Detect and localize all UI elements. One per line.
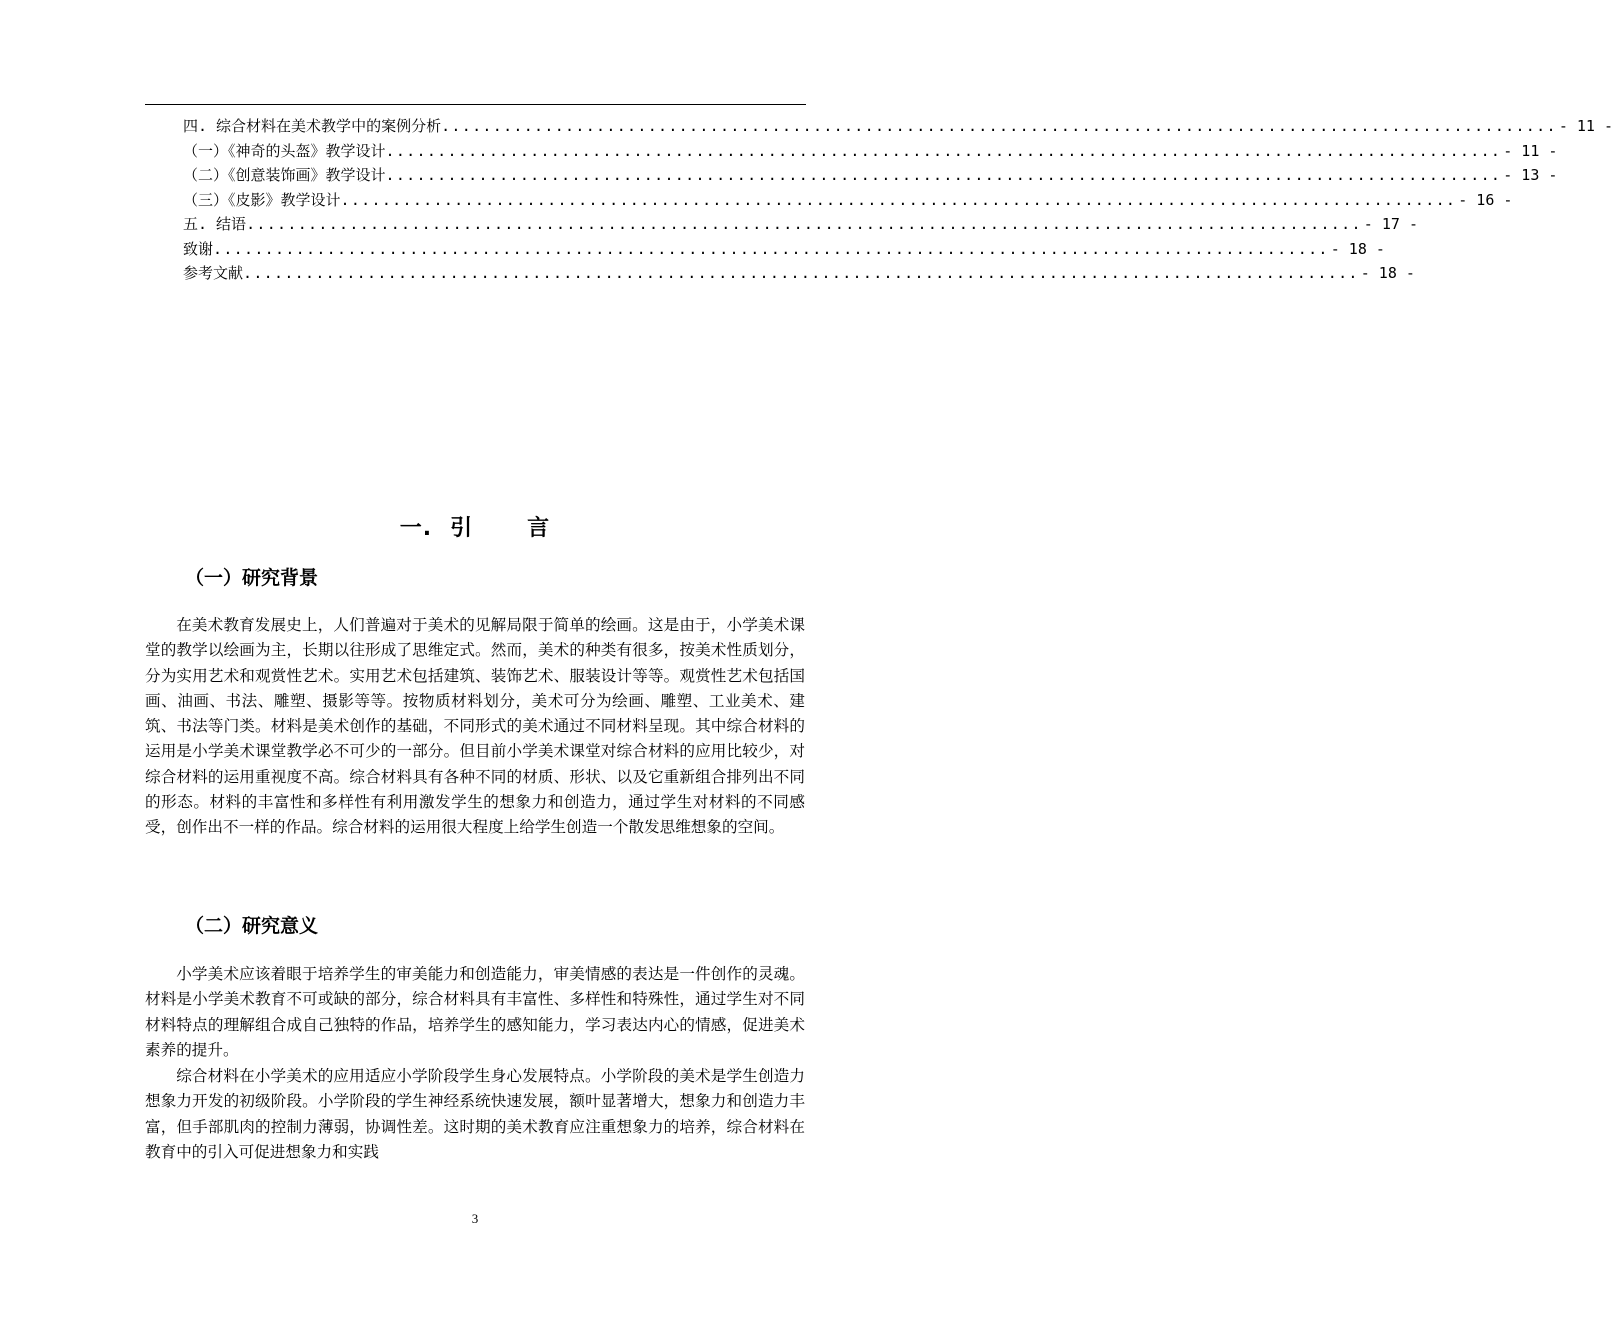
toc-entry[interactable] <box>183 262 1415 287</box>
chapter-title-part2: 言 <box>527 516 551 541</box>
toc-entry-page: - 17 - <box>1363 215 1418 233</box>
toc-leader-dots: ............................................................................................................ <box>243 264 1359 282</box>
toc-entry-title: 五. 结语 <box>183 215 247 233</box>
toc-entry[interactable] <box>183 140 1558 165</box>
toc-entry[interactable] <box>183 189 1513 214</box>
toc-leader-dots: ............................................................................................................ <box>246 215 1362 233</box>
toc-entry-page: - 13 - <box>1503 166 1558 184</box>
page-number: 3 <box>471 1211 479 1226</box>
toc-entry-title: （一）《神奇的头盔》教学设计 <box>183 141 386 160</box>
toc-leader-dots: ............................................................................................................ <box>340 190 1457 209</box>
body-paragraph: 在美术教育发展史上，人们普遍对于美术的见解局限于简单的绘画。这是由于，小学美术课堂的教学以绘画为主，长期以往形成了思维定式。然而，美术的种类有很多，按美术性质划分，分为实用艺术和观赏性艺术。实用艺术包括建筑、装饰艺术、服装设计等等。观赏性艺术包括国画、油画、书法、雕塑、摄影等等。按物质材料划分，美术可分为绘画、雕塑、工业美术、建筑、书法等门类。材料是美术创作的基础，不同形式的美术通过不同材料呈现。其中综合材料的运用是小学美术课堂教学必不可少的一部分。但目前小学美术课堂对综合材料的应用比较少，对综合材料的运用重视度不高。综合材料具有各种不同的材质、形状、以及它重新组合排列出不同的形态。材料的丰富性和多样性有利用激发学生的想象力和创造力，通过学生对材料的不同感受，创作出不一样的作品。综合材料的运用很大程度上给学生创造一个散发思维想象的空间。 <box>145 616 805 837</box>
toc-leader-dots: ............................................................................................................ <box>441 117 1557 135</box>
toc-entry-page: - 11 - <box>1558 117 1613 135</box>
section-heading-significance: （二）研究意义 <box>185 915 319 937</box>
toc-entry-page: - 11 - <box>1503 141 1558 160</box>
chapter-title-part1: 引 <box>450 516 474 541</box>
toc-entry[interactable] <box>183 238 1385 263</box>
body-paragraph: 小学美术应该着眼于培养学生的审美能力和创造能力，审美情感的表达是一件创作的灵魂。材料是小学美术教育不可或缺的部分，综合材料具有丰富性、多样性和特殊性，通过学生对不同材料特点的理解组合成自己独特的作品，培养学生的感知能力，学习表达内心的情感，促进美术素养的提升。 <box>145 965 805 1059</box>
toc-leader-dots: ............................................................................................................ <box>385 166 1502 184</box>
toc-entry-title: （三）《皮影》教学设计 <box>183 190 341 209</box>
toc-entry-page: - 18 - <box>1360 264 1415 282</box>
toc-entry-title: 参考文献 <box>183 264 244 282</box>
toc-entry-title: （二）《创意装饰画》教学设计 <box>183 166 386 184</box>
toc-entry-title: 四. 综合材料在美术教学中的案例分析 <box>183 117 442 135</box>
toc-entry-page: - 16 - <box>1458 190 1513 209</box>
toc-leader-dots: ............................................................................................................ <box>385 141 1502 160</box>
toc-entry[interactable] <box>183 115 1613 140</box>
chapter-title <box>0 511 950 542</box>
header-rule <box>145 104 806 105</box>
toc-entry[interactable] <box>183 213 1418 238</box>
section-heading-background: （一）研究背景 <box>185 567 319 589</box>
toc-entry[interactable] <box>183 164 1558 189</box>
table-of-contents <box>183 115 1613 287</box>
toc-entry-page: - 18 - <box>1330 239 1385 258</box>
toc-leader-dots: ............................................................................................................ <box>213 239 1329 258</box>
toc-entry-title: 致谢 <box>183 239 214 258</box>
chapter-number: 一. <box>399 516 433 541</box>
body-paragraph: 综合材料在小学美术的应用适应小学阶段学生身心发展特点。小学阶段的美术是学生创造力想象力开发的初级阶段。小学阶段的学生神经系统快速发展，额叶显著增大，想象力和创造力丰富，但手部肌肉的控制力薄弱，协调性差。这时期的美术教育应注重想象力的培养，综合材料在教育中的引入可促进想象力和实践 <box>145 1067 805 1161</box>
